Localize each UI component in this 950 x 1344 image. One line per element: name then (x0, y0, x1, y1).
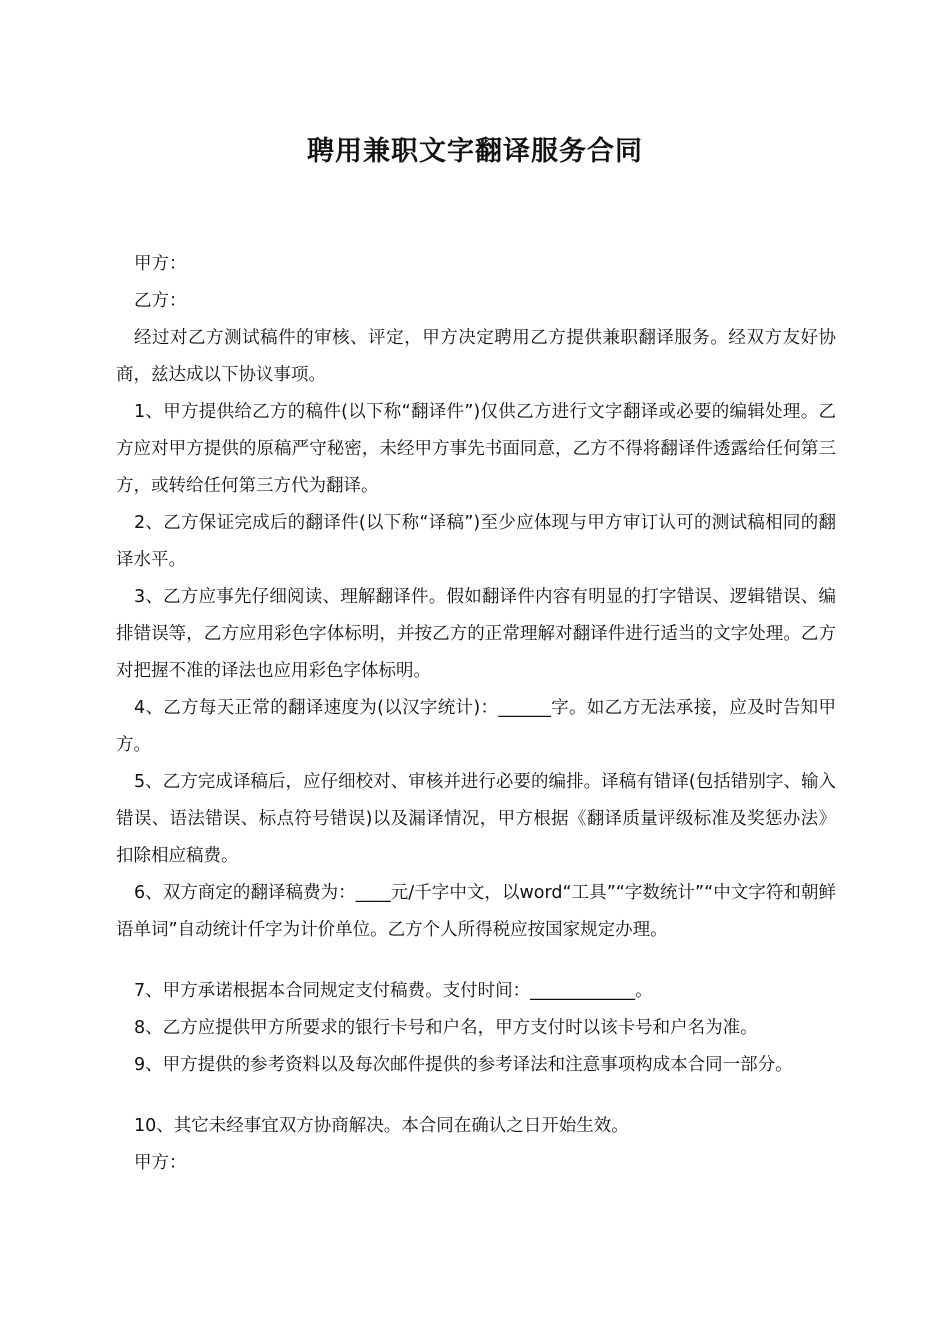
intro-paragraph: 经过对乙方测试稿件的审核、评定，甲方决定聘用乙方提供兼职翻译服务。经双方友好协商，兹达成以下协议事项。 (116, 328, 836, 385)
clause-2: 2、乙方保证完成后的翻译件(以下称“译稿”)至少应体现与甲方审订认可的测试稿相同的翻译水平。 (116, 513, 836, 570)
clause-4: 4、乙方每天正常的翻译速度为(以汉字统计)：______字。如乙方无法承接，应及时告知甲方。 (116, 698, 836, 755)
clause-6: 6、双方商定的翻译稿费为：____元/千字中文，以word“工具”“字数统计”“中文字符和朝鲜语单词”自动统计仟字为计价单位。乙方个人所得税应按国家规定办理。 (116, 883, 836, 940)
spacer (116, 1084, 836, 1108)
party-a-label: 甲方： (134, 254, 187, 274)
clause-1: 1、甲方提供给乙方的稿件(以下称“翻译件”)仅供乙方进行文字翻译或必要的编辑处理。乙方应对甲方提供的原稿严守秘密，未经甲方事先书面同意，乙方不得将翻译件透露给任何第三方，或转给任何第三方代为翻译。 (116, 402, 836, 496)
clause-3: 3、乙方应事先仔细阅读、理解翻译件。假如翻译件内容有明显的打字错误、逻辑错误、编排错误等，乙方应用彩色字体标明，并按乙方的正常理解对翻译件进行适当的文字处理。乙方对把握不准的译法也应用彩色字体标明。 (116, 587, 836, 681)
clause-5: 5、乙方完成译稿后，应仔细校对、审核并进行必要的编排。译稿有错译(包括错别字、输入错误、语法错误、标点符号错误)以及漏译情况，甲方根据《翻译质量评级标准及奖惩办法》扣除相应稿费。 (116, 772, 836, 866)
clause-9: 9、甲方提供的参考资料以及每次邮件提供的参考译法和注意事项构成本合同一部分。 (134, 1055, 793, 1075)
clause-8: 8、乙方应提供甲方所要求的银行卡号和户名，甲方支付时以该卡号和户名为准。 (134, 1018, 758, 1038)
party-b-label: 乙方： (134, 291, 187, 311)
clause-7: 7、甲方承诺根据本合同规定支付稿费。支付时间：____________。 (134, 981, 653, 1001)
spacer (116, 949, 836, 973)
contract-body (116, 246, 836, 1182)
clause-10: 10、其它未经事宜双方协商解决。本合同在确认之日开始生效。 (134, 1116, 629, 1136)
document-title: 聘用兼职文字翻译服务合同 (307, 136, 643, 167)
signature-party-a: 甲方： (134, 1153, 187, 1173)
